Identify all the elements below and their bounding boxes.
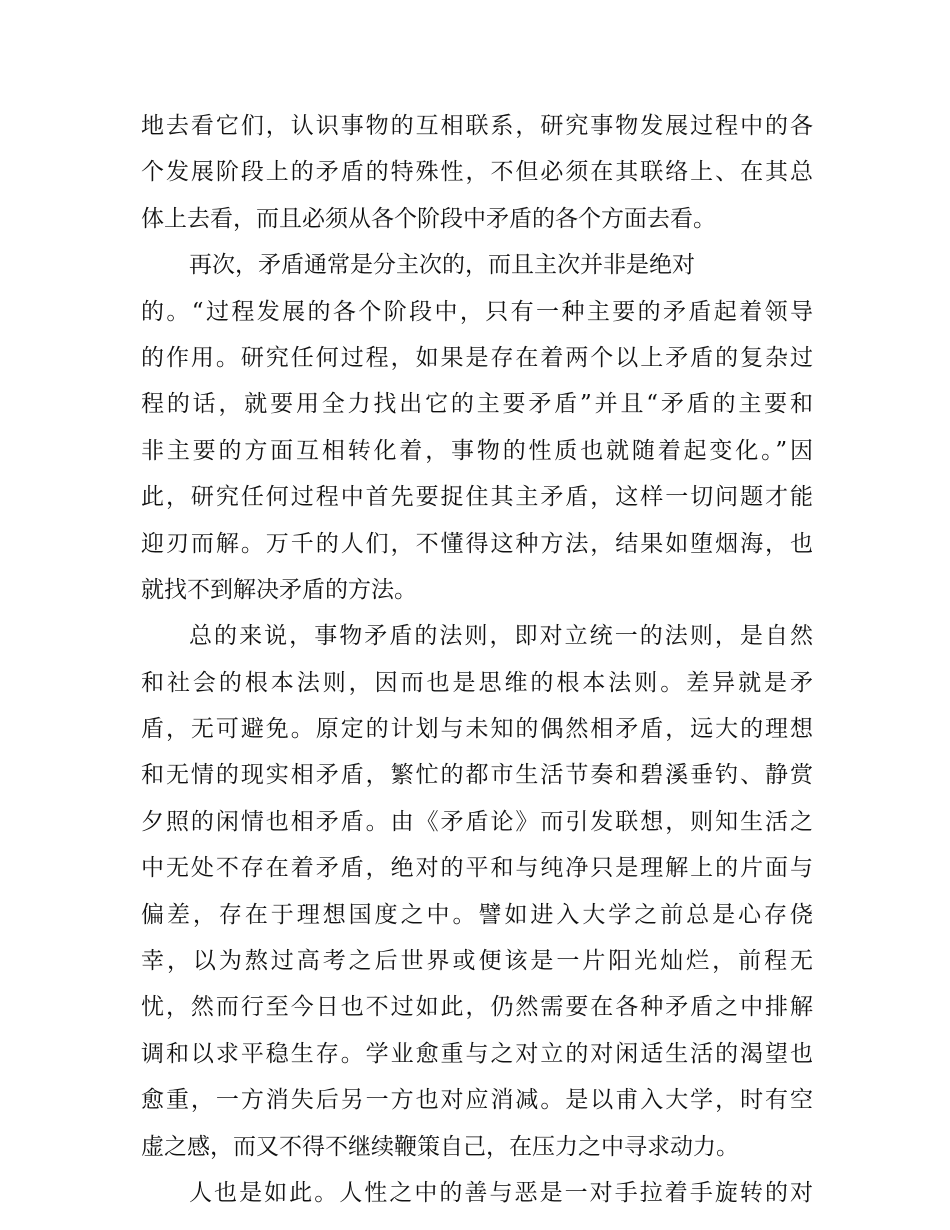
text-line: 人也是如此。人性之中的善与恶是一对手拉着手旋转的对	[189, 1179, 813, 1206]
text-line: 和无情的现实相矛盾，繁忙的都市生活节奏和碧溪垂钓、静赏	[141, 762, 813, 789]
text-line: 非主要的方面互相转化着，事物的性质也就随着起变化。”因	[141, 437, 813, 464]
text-line: 幸，以为熬过高考之后世界或便该是一片阳光灿烂，前程无	[141, 948, 813, 975]
text-line: 体上去看，而且必须从各个阶段中矛盾的各个方面去看。	[141, 205, 716, 232]
text-line: 的。“过程发展的各个阶段中，只有一种主要的矛盾起着领导	[141, 298, 813, 325]
text-line: 程的话，就要用全力找出它的主要矛盾”并且“矛盾的主要和	[141, 391, 813, 418]
text-line: 和社会的根本法则，因而也是思维的根本法则。差异就是矛	[141, 669, 813, 696]
text-line: 中无处不存在着矛盾，绝对的平和与纯净只是理解上的片面与	[141, 855, 813, 882]
text-line: 总的来说，事物矛盾的法则，即对立统一的法则，是自然	[189, 623, 813, 650]
text-line: 地去看它们，认识事物的互相联系，研究事物发展过程中的各	[141, 113, 813, 139]
text-line: 此，研究任何过程中首先要捉住其主矛盾，这样一切问题才能	[141, 484, 813, 511]
text-line: 就找不到解决矛盾的方法。	[141, 576, 417, 603]
text-line: 个发展阶段上的矛盾的特殊性，不但必须在其联络上、在其总	[141, 159, 813, 186]
text-line: 愈重，一方消失后另一方也对应消减。是以甫入大学，时有空	[141, 1087, 813, 1114]
text-line: 调和以求平稳生存。学业愈重与之对立的对闲适生活的渴望也	[141, 1040, 813, 1067]
text-line: 盾，无可避免。原定的计划与未知的偶然相矛盾，远大的理想	[141, 716, 813, 743]
body-text	[141, 103, 813, 1216]
text-line: 的作用。研究任何过程，如果是存在着两个以上矛盾的复杂过	[141, 344, 813, 371]
text-line: 迎刃而解。万千的人们，不懂得这种方法，结果如堕烟海，也	[141, 530, 813, 557]
text-line: 再次，矛盾通常是分主次的，而且主次并非是绝对	[189, 252, 695, 279]
text-line: 忧，然而行至今日也不过如此，仍然需要在各种矛盾之中排解	[141, 994, 813, 1021]
text-line: 虚之感，而又不得不继续鞭策自己，在压力之中寻求动力。	[141, 1133, 739, 1160]
text-line: 偏差，存在于理想国度之中。譬如进入大学之前总是心存侥	[141, 901, 813, 928]
text-line: 夕照的闲情也相矛盾。由《矛盾论》而引发联想，则知生活之	[141, 808, 813, 835]
